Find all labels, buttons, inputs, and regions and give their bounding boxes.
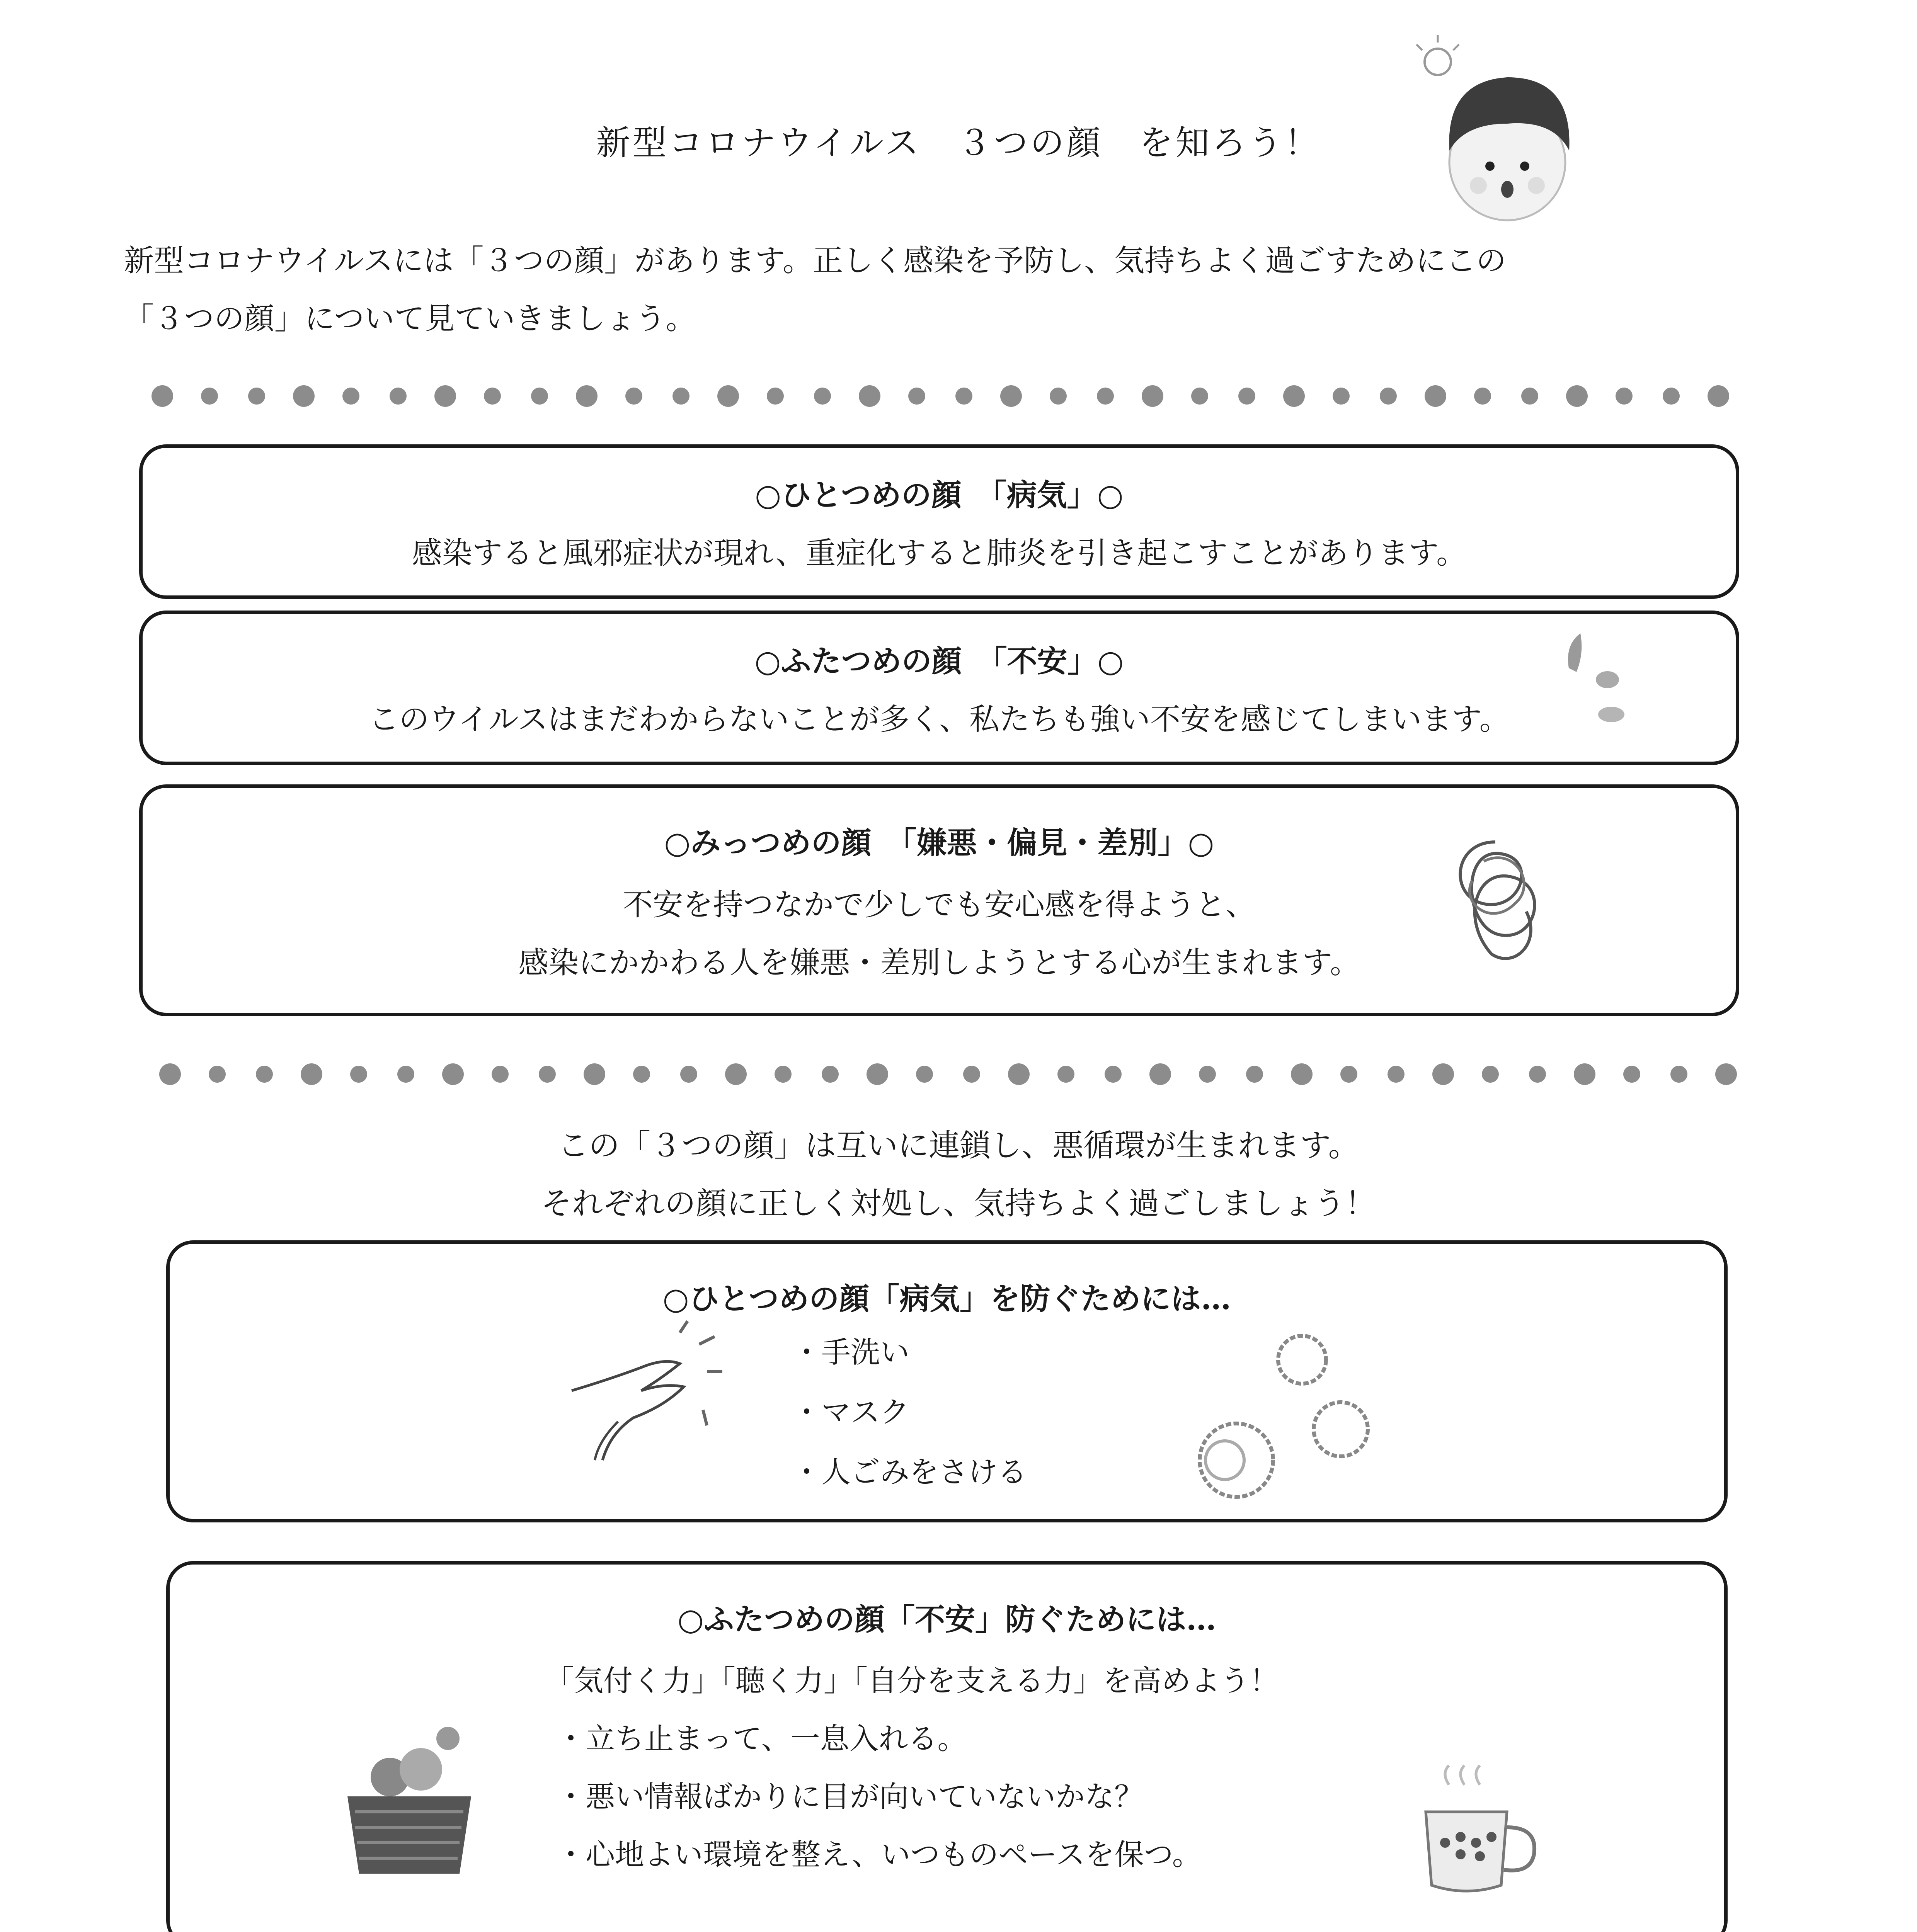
divider-dot	[1521, 388, 1538, 405]
divider-dot	[725, 1063, 747, 1085]
divider-dot	[1008, 1063, 1030, 1085]
divider-dot	[484, 388, 501, 405]
divider-dot	[1529, 1066, 1546, 1083]
face-text: 感染すると風邪症状が現れ、重症化すると肺炎を引き起こすことがあります。	[412, 536, 1467, 571]
divider-dot	[1105, 1066, 1122, 1083]
prevention-item: ・人ごみをさける	[792, 1455, 1027, 1489]
chain-text-2: それぞれの顔に正しく対処し、気持ちよく過ごしましょう！	[541, 1185, 1376, 1221]
divider-dot	[867, 1063, 888, 1085]
divider-dot	[531, 388, 548, 405]
face-box-disease	[139, 444, 1739, 599]
water-drop-icon	[1553, 629, 1631, 738]
face-heading: ○ふたつめの顔 「不安」○	[754, 644, 1124, 679]
divider-dot	[859, 385, 880, 407]
prevention-box-anxiety	[166, 1561, 1728, 1932]
divider-dot	[442, 1063, 464, 1085]
divider-dot	[1283, 385, 1305, 407]
divider-dot	[209, 1066, 226, 1083]
intro-line: 新型コロナウイルスには「３つの顔」があります。正しく感染を予防し、気持ちよく過ごすためにこの	[124, 243, 1507, 278]
divider-dot	[248, 388, 265, 405]
divider-dot	[159, 1063, 181, 1085]
divider-dot	[1574, 1063, 1595, 1085]
face-heading: ○みっつめの顔 「嫌悪・偏見・差別」○	[664, 825, 1214, 861]
prevention-item: ・手洗い	[792, 1335, 909, 1369]
bubbles-icon	[1190, 1333, 1406, 1507]
dot-divider	[147, 383, 1770, 410]
divider-dot	[576, 385, 598, 407]
divider-dot	[1097, 388, 1114, 405]
divider-dot	[814, 388, 831, 405]
divider-dot	[584, 1063, 605, 1085]
divider-dot	[1616, 388, 1633, 405]
page-title: 新型コロナウイルス ３つの顔 を知ろう！	[596, 123, 1321, 163]
divider-dot	[680, 1066, 697, 1083]
divider-dot	[1199, 1066, 1216, 1083]
divider-dot	[1246, 1066, 1263, 1083]
divider-dot	[1238, 388, 1255, 405]
divider-dot	[1474, 388, 1491, 405]
divider-dot	[775, 1066, 792, 1083]
divider-dot	[342, 388, 359, 405]
divider-dot	[1291, 1063, 1313, 1085]
divider-dot	[492, 1066, 509, 1083]
cup-icon	[1418, 1769, 1546, 1901]
dot-divider	[155, 1061, 1778, 1088]
divider-dot	[1623, 1066, 1640, 1083]
divider-dot	[1380, 388, 1397, 405]
divider-dot	[908, 388, 925, 405]
face-box-anxiety	[139, 611, 1739, 765]
prevention-item: ・マスク	[792, 1395, 909, 1429]
prevention-heading: ○ふたつめの顔「不安」防ぐためには…	[677, 1602, 1217, 1637]
divider-dot	[1000, 385, 1022, 407]
divider-dot	[822, 1066, 839, 1083]
intro-line: 「３つの顔」について見ていきましょう。	[124, 301, 696, 336]
divider-dot	[916, 1066, 933, 1083]
divider-dot	[1425, 385, 1446, 407]
divider-dot	[1670, 1066, 1687, 1083]
face-text: 不安を持つなかで少しでも安心感を得ようと、	[622, 888, 1256, 922]
divider-dot	[1340, 1066, 1357, 1083]
divider-dot	[256, 1066, 273, 1083]
intro-text	[124, 232, 1786, 348]
divider-dot	[1057, 1066, 1074, 1083]
basket-icon	[332, 1711, 487, 1881]
divider-dot	[1050, 388, 1067, 405]
divider-dot	[201, 388, 218, 405]
divider-dot	[434, 385, 456, 407]
divider-dot	[1142, 385, 1163, 407]
divider-dot	[152, 385, 173, 407]
scribble-icon	[1437, 827, 1553, 973]
boy-face-icon	[1391, 35, 1608, 236]
divider-dot	[397, 1066, 414, 1083]
face-box-discrimination	[139, 784, 1739, 1016]
divider-dot	[1388, 1066, 1405, 1083]
chain-text-1: この「３つの顔」は互いに連鎖し、悪循環が生まれます。	[558, 1128, 1359, 1163]
prevention-item: ・悪い情報ばかりに目が向いていないかな？	[556, 1779, 1144, 1814]
divider-dot	[1715, 1063, 1737, 1085]
prevention-item: ・心地よい環境を整え、いつものペースを保つ。	[556, 1837, 1202, 1872]
divider-dot	[293, 385, 315, 407]
divider-dot	[390, 388, 407, 405]
divider-dot	[672, 388, 690, 405]
divider-dot	[1708, 385, 1729, 407]
divider-dot	[717, 385, 739, 407]
divider-dot	[963, 1066, 980, 1083]
divider-dot	[625, 388, 642, 405]
divider-dot	[1663, 388, 1680, 405]
divider-dot	[350, 1066, 367, 1083]
divider-dot	[539, 1066, 556, 1083]
divider-dot	[1432, 1063, 1454, 1085]
divider-dot	[1149, 1063, 1171, 1085]
divider-dot	[301, 1063, 322, 1085]
divider-dot	[633, 1066, 650, 1083]
face-text: このウイルスはまだわからないことが多く、私たちも強い不安を感じてしまいます。	[369, 702, 1510, 737]
divider-dot	[1333, 388, 1350, 405]
prevention-lead: 「気付く力」「聴く力」「自分を支える力」を高めよう！	[545, 1663, 1279, 1698]
face-text: 感染にかかわる人を嫌悪・差別しようとする心が生まれます。	[518, 946, 1360, 980]
divider-dot	[955, 388, 972, 405]
divider-dot	[1566, 385, 1588, 407]
prevention-heading: ○ひとつめの顔「病気」を防ぐためには…	[662, 1281, 1231, 1316]
face-heading: ○ひとつめの顔 「病気」○	[755, 478, 1124, 513]
prevention-item: ・立ち止まって、一息入れる。	[556, 1721, 967, 1756]
divider-dot	[1482, 1066, 1499, 1083]
divider-dot	[767, 388, 784, 405]
divider-dot	[1191, 388, 1208, 405]
hands-icon	[564, 1321, 757, 1468]
prevention-box-disease	[166, 1240, 1728, 1522]
